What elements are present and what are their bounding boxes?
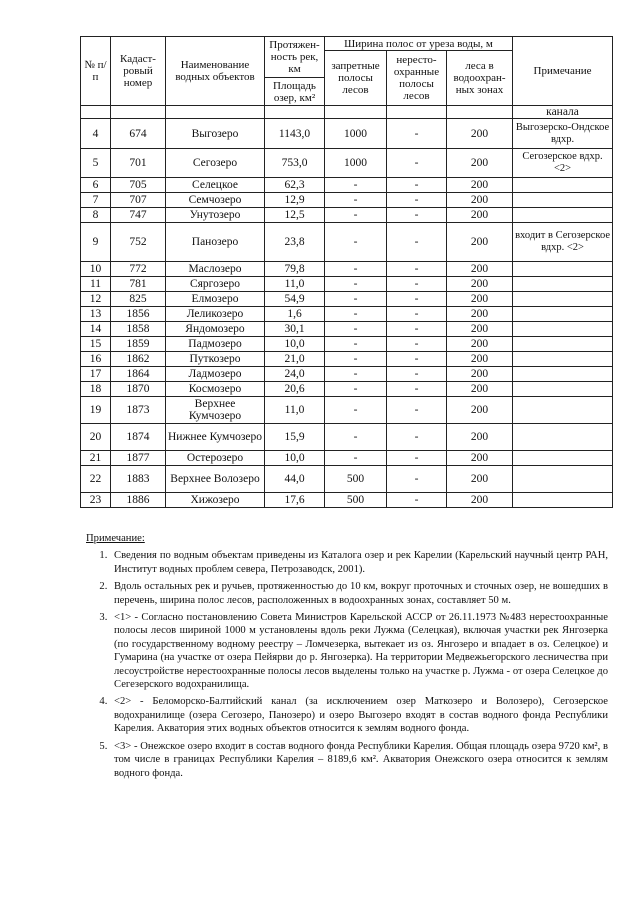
header-length: Протяжен-ность рек, км (265, 37, 325, 78)
length-area-value: 1143,0 (265, 119, 325, 149)
protection-width: 200 (447, 149, 513, 178)
spawning-width: - (387, 424, 447, 451)
length-area-value: 1,6 (265, 307, 325, 322)
protection-width: 200 (447, 307, 513, 322)
spawning-width: - (387, 262, 447, 277)
spawning-width: - (387, 208, 447, 223)
cadastral-number: 1874 (111, 424, 166, 451)
notes-list (86, 549, 608, 780)
spawning-width: - (387, 119, 447, 149)
table-row (81, 367, 613, 382)
row-number: 18 (81, 382, 111, 397)
forbidden-width: 1000 (325, 149, 387, 178)
spawning-width: - (387, 223, 447, 262)
row-note (513, 307, 613, 322)
row-note (513, 208, 613, 223)
forbidden-width: - (325, 382, 387, 397)
protection-width: 200 (447, 178, 513, 193)
row-note (513, 337, 613, 352)
length-area-value: 44,0 (265, 466, 325, 493)
forbidden-width: - (325, 367, 387, 382)
row-note (513, 178, 613, 193)
length-area-value: 23,8 (265, 223, 325, 262)
protection-width: 200 (447, 493, 513, 508)
forbidden-width: - (325, 337, 387, 352)
length-area-value: 24,0 (265, 367, 325, 382)
row-number: 7 (81, 193, 111, 208)
forbidden-width: - (325, 193, 387, 208)
protection-width: 200 (447, 193, 513, 208)
table-row (81, 493, 613, 508)
cadastral-number: 701 (111, 149, 166, 178)
object-name: Сегозеро (166, 149, 265, 178)
note-item: 3. <1> - Согласно постановлению Совета Министров Карельской АССР от 26.11.1973 №483 нерестоохранные полосы лесов шириной 1000 м установлены вдоль реки Лужма (Селецкая), включая участки рек Янгозерка (по государственному водному реестру – Ломчезерка, вытекает из оз. Янгозеро и впадает в оз. Селецкое) и Гумарина (на участке от озера Пейярви до р. Янгозерка). На территории Медвежьегорского лесничества при лесоустройстве нерестоохранные полосы лесов выделены только на участке р. Лужма - от озера Селецкое до Сегезерского водохранилища. (110, 611, 608, 691)
header-width-group: Ширина полос от уреза воды, м (325, 37, 513, 51)
table-row (81, 208, 613, 223)
note-item: 5. <3> - Онежское озеро входит в состав водного фонда Республики Карелия. Общая площадь озера 9720 км², в том числе в границах Республики Карелия – 8189,6 км². Акватория Онежского озера относится к землям водного фонда. (110, 740, 608, 780)
object-name: Выгозеро (166, 119, 265, 149)
length-area-value: 20,6 (265, 382, 325, 397)
spawning-width: - (387, 337, 447, 352)
object-name: Семчозеро (166, 193, 265, 208)
row-note (513, 451, 613, 466)
forbidden-width: - (325, 208, 387, 223)
protection-width: 200 (447, 397, 513, 424)
row-number: 8 (81, 208, 111, 223)
header-protection: леса в водоохран-ных зонах (447, 51, 513, 106)
cadastral-number: 781 (111, 277, 166, 292)
length-area-value: 12,9 (265, 193, 325, 208)
row-number: 15 (81, 337, 111, 352)
object-name: Маслозеро (166, 262, 265, 277)
spawning-width: - (387, 178, 447, 193)
length-area-value: 54,9 (265, 292, 325, 307)
cadastral-number: 1877 (111, 451, 166, 466)
header-cadastral: Кадаст-ровый номер (111, 37, 166, 106)
table-row (81, 149, 613, 178)
note-item: 1. Сведения по водным объектам приведены из Каталога озер и рек Карелии (Карельский научный центр РАН, Институт водных проблем севера, Петрозаводск, 2001). (110, 549, 608, 576)
forbidden-width: - (325, 277, 387, 292)
row-number: 13 (81, 307, 111, 322)
row-number: 16 (81, 352, 111, 367)
row-number: 17 (81, 367, 111, 382)
object-name: Леликозеро (166, 307, 265, 322)
length-area-value: 15,9 (265, 424, 325, 451)
table-header (81, 37, 613, 119)
object-name: Унутозеро (166, 208, 265, 223)
table-row (81, 277, 613, 292)
table-row (81, 178, 613, 193)
spawning-width: - (387, 397, 447, 424)
cadastral-number: 1870 (111, 382, 166, 397)
table-row (81, 262, 613, 277)
forbidden-width: - (325, 424, 387, 451)
row-number: 6 (81, 178, 111, 193)
forbidden-width: - (325, 322, 387, 337)
cadastral-number: 1859 (111, 337, 166, 352)
length-area-value: 753,0 (265, 149, 325, 178)
protection-width: 200 (447, 208, 513, 223)
row-number: 12 (81, 292, 111, 307)
cadastral-number: 1883 (111, 466, 166, 493)
row-number: 23 (81, 493, 111, 508)
cadastral-number: 825 (111, 292, 166, 307)
table-row (81, 382, 613, 397)
protection-width: 200 (447, 292, 513, 307)
object-name: Ладмозеро (166, 367, 265, 382)
row-number: 22 (81, 466, 111, 493)
header-note: Примечание (513, 37, 613, 106)
table-row (81, 352, 613, 367)
table-row (81, 466, 613, 493)
forbidden-width: - (325, 352, 387, 367)
object-name: Панозеро (166, 223, 265, 262)
forbidden-width: - (325, 223, 387, 262)
spawning-width: - (387, 292, 447, 307)
length-area-value: 11,0 (265, 397, 325, 424)
row-note (513, 466, 613, 493)
table-row (81, 451, 613, 466)
length-area-value: 30,1 (265, 322, 325, 337)
row-note (513, 277, 613, 292)
object-name: Хижозеро (166, 493, 265, 508)
protection-width: 200 (447, 451, 513, 466)
row-note (513, 193, 613, 208)
forbidden-width: 500 (325, 493, 387, 508)
length-area-value: 11,0 (265, 277, 325, 292)
object-name: Нижнее Кумчозеро (166, 424, 265, 451)
row-note (513, 424, 613, 451)
row-note (513, 367, 613, 382)
forbidden-width: - (325, 178, 387, 193)
protection-width: 200 (447, 382, 513, 397)
protection-width: 200 (447, 466, 513, 493)
protection-width: 200 (447, 352, 513, 367)
protection-width: 200 (447, 367, 513, 382)
spawning-width: - (387, 277, 447, 292)
table-row (81, 397, 613, 424)
note-item: 4. <2> - Беломорско-Балтийский канал (за исключением озер Маткозеро и Волозеро), Сегозерское водохранилище (озера Сегозеро, Панозеро) и озеро Выгозеро входят в состав водного фонда Республики Карелия. Акватория этих водных объектов относится к землям водного фонда. (110, 695, 608, 735)
row-note: входит в Сегозерское вдхр. <2> (513, 223, 613, 262)
spawning-width: - (387, 352, 447, 367)
length-area-value: 62,3 (265, 178, 325, 193)
protection-width: 200 (447, 337, 513, 352)
object-name: Сяргозеро (166, 277, 265, 292)
cadastral-number: 1864 (111, 367, 166, 382)
row-note (513, 322, 613, 337)
length-area-value: 10,0 (265, 451, 325, 466)
spawning-width: - (387, 193, 447, 208)
length-area-value: 21,0 (265, 352, 325, 367)
header-name: Наименование водных объектов (166, 37, 265, 106)
table-row (81, 322, 613, 337)
row-note (513, 352, 613, 367)
object-name: Яндомозеро (166, 322, 265, 337)
length-area-value: 17,6 (265, 493, 325, 508)
cadastral-number: 1862 (111, 352, 166, 367)
spawning-width: - (387, 493, 447, 508)
cadastral-number: 707 (111, 193, 166, 208)
notes-block (86, 532, 608, 784)
protection-width: 200 (447, 262, 513, 277)
length-area-value: 10,0 (265, 337, 325, 352)
spawning-width: - (387, 466, 447, 493)
protection-width: 200 (447, 119, 513, 149)
notes-heading: Примечание: (86, 533, 145, 544)
forbidden-width: - (325, 397, 387, 424)
row-number: 4 (81, 119, 111, 149)
cadastral-number: 705 (111, 178, 166, 193)
spawning-width: - (387, 307, 447, 322)
row-number: 19 (81, 397, 111, 424)
length-area-value: 12,5 (265, 208, 325, 223)
table-row (81, 307, 613, 322)
length-area-value: 79,8 (265, 262, 325, 277)
row-number: 9 (81, 223, 111, 262)
spawning-width: - (387, 382, 447, 397)
object-name: Путкозеро (166, 352, 265, 367)
object-name: Космозеро (166, 382, 265, 397)
row-note (513, 382, 613, 397)
cadastral-number: 1873 (111, 397, 166, 424)
note-item: 2. Вдоль остальных рек и ручьев, протяженностью до 10 км, вокруг проточных и сточных озер, не вошедших в перечень, ширина полос лесов, расположенных в водоохранных зонах, составляет 50 м. (110, 580, 608, 607)
cadastral-number: 752 (111, 223, 166, 262)
cadastral-number: 674 (111, 119, 166, 149)
cadastral-number: 747 (111, 208, 166, 223)
table-row (81, 223, 613, 262)
row-note (513, 493, 613, 508)
cadastral-number: 1858 (111, 322, 166, 337)
cadastral-number: 1886 (111, 493, 166, 508)
carry-row-note: канала (513, 106, 613, 119)
protection-width: 200 (447, 424, 513, 451)
protection-width: 200 (447, 322, 513, 337)
forbidden-width: 500 (325, 466, 387, 493)
object-name: Верхнее Кумчозеро (166, 397, 265, 424)
header-forbidden: запретные полосы лесов (325, 51, 387, 106)
forbidden-width: 1000 (325, 119, 387, 149)
object-name: Падмозеро (166, 337, 265, 352)
row-note (513, 292, 613, 307)
protection-width: 200 (447, 277, 513, 292)
table-row (81, 292, 613, 307)
spawning-width: - (387, 451, 447, 466)
row-number: 5 (81, 149, 111, 178)
spawning-width: - (387, 149, 447, 178)
table-row (81, 193, 613, 208)
cadastral-number: 1856 (111, 307, 166, 322)
water-objects-table (80, 36, 613, 508)
row-number: 14 (81, 322, 111, 337)
forbidden-width: - (325, 292, 387, 307)
object-name: Елмозеро (166, 292, 265, 307)
object-name: Остерозеро (166, 451, 265, 466)
table-row (81, 337, 613, 352)
spawning-width: - (387, 367, 447, 382)
protection-width: 200 (447, 223, 513, 262)
row-note (513, 262, 613, 277)
forbidden-width: - (325, 262, 387, 277)
table-body (81, 119, 613, 508)
object-name: Селецкое (166, 178, 265, 193)
row-number: 21 (81, 451, 111, 466)
header-area: Площадь озер, км² (265, 78, 325, 106)
table-row (81, 424, 613, 451)
cadastral-number: 772 (111, 262, 166, 277)
forbidden-width: - (325, 451, 387, 466)
spawning-width: - (387, 322, 447, 337)
object-name: Верхнее Волозеро (166, 466, 265, 493)
row-number: 10 (81, 262, 111, 277)
row-note: Сегозерское вдхр. <2> (513, 149, 613, 178)
row-number: 11 (81, 277, 111, 292)
forbidden-width: - (325, 307, 387, 322)
header-spawning: нересто-охранные полосы лесов (387, 51, 447, 106)
row-number: 20 (81, 424, 111, 451)
row-note: Выгозерско-Ондское вдхр. (513, 119, 613, 149)
table-row (81, 119, 613, 149)
header-num: № п/п (81, 37, 111, 106)
row-note (513, 397, 613, 424)
